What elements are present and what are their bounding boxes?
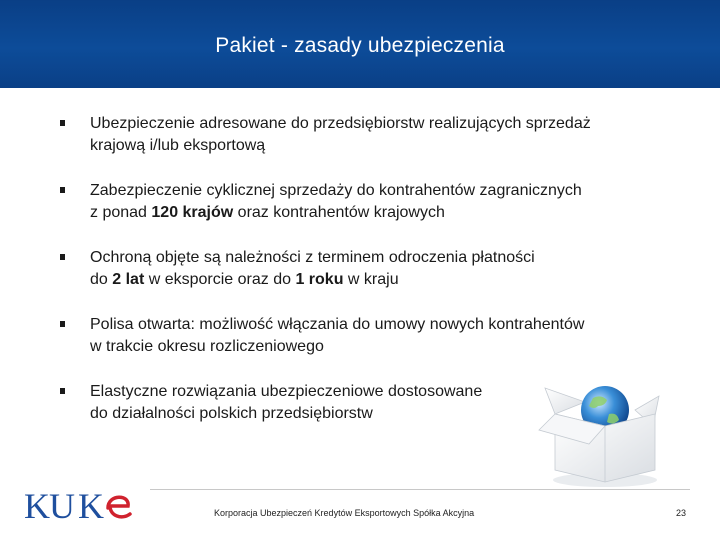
title-bar — [0, 0, 720, 88]
svg-text:K: K — [78, 486, 104, 526]
bullet-text-line1: Ubezpieczenie adresowane do przedsiębiorstw realizujących sprzedaż — [90, 115, 591, 132]
page-number: 23 — [676, 508, 687, 518]
bullet-text-line2 — [90, 269, 535, 291]
square-bullet-icon — [60, 187, 65, 193]
square-bullet-icon — [60, 254, 65, 260]
bullet-text-line1: Ochroną objęte są należności z terminem odroczenia płatności — [90, 249, 535, 266]
bold-segment: 2 lat — [112, 271, 145, 288]
bullet-text-line1: Polisa otwarta: możliwość włączania do umowy nowych kontrahentów — [90, 316, 585, 333]
list-item — [58, 381, 482, 425]
bullet-text-line2: krajową i/lub eksportową — [90, 137, 266, 154]
footer-company: Korporacja Ubezpieczeń Kredytów Eksportowych Spółka Akcyjna — [214, 508, 475, 518]
text-segment: w kraju — [343, 271, 399, 288]
svg-text:KU: KU — [24, 486, 74, 526]
bullet-text-line2: do działalności polskich przedsiębiorstw — [90, 405, 373, 422]
bullet-text-line2 — [90, 202, 582, 224]
globe-in-box-icon — [535, 380, 665, 490]
list-item — [58, 314, 584, 358]
list-item — [58, 113, 591, 157]
list-item — [58, 247, 535, 291]
kuke-logo — [22, 482, 132, 528]
text-segment: oraz kontrahentów krajowych — [233, 204, 445, 221]
bullet-text-line1: Elastyczne rozwiązania ubezpieczeniowe dostosowane — [90, 383, 483, 400]
bullet-text-line2: w trakcie okresu rozliczeniowego — [90, 338, 324, 355]
square-bullet-icon — [60, 388, 65, 394]
bold-segment: 1 roku — [295, 271, 344, 288]
bullet-text-line1: Zabezpieczenie cyklicznej sprzedaży do kontrahentów zagranicznych — [90, 182, 582, 199]
text-segment: w eksporcie oraz do — [144, 271, 296, 288]
list-item — [58, 180, 582, 224]
page-title: Pakiet - zasady ubezpieczenia — [215, 34, 505, 57]
square-bullet-icon — [60, 321, 65, 327]
bold-segment: 120 krajów — [151, 204, 234, 221]
text-segment: do — [90, 271, 113, 288]
text-segment: z ponad — [90, 204, 152, 221]
footer-divider — [150, 489, 690, 490]
square-bullet-icon — [60, 120, 65, 126]
